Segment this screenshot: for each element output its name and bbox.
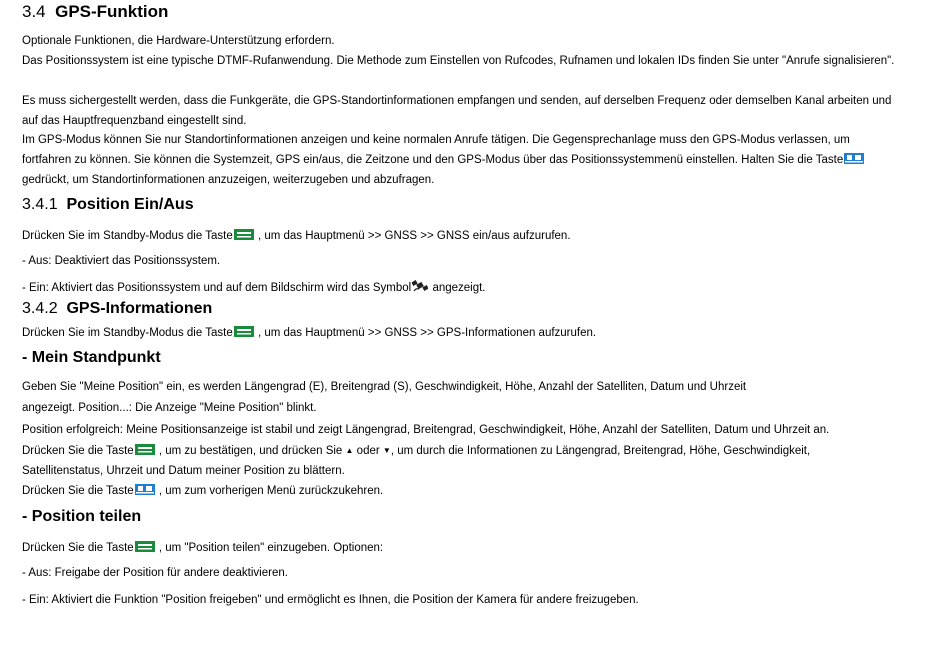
- text: - Ein: Aktiviert das Positionssystem und auf dem Bildschirm wird das Symbol: [22, 282, 412, 294]
- text: gedrückt, um Standortinformationen anzuzeigen, weiterzugeben und abzufragen.: [22, 174, 435, 186]
- text: Drücken Sie die Taste: [22, 542, 134, 554]
- section-title: Position Ein/Aus: [66, 196, 194, 213]
- menu-key-icon: [135, 541, 155, 552]
- section-number: 3.4: [22, 2, 46, 21]
- text: , um das Hauptmenü >> GNSS >> GNSS ein/aus aufzurufen.: [257, 230, 571, 242]
- heading-gps-funktion: [22, 2, 168, 22]
- menu-key-icon: [135, 444, 155, 455]
- text: , um zum vorherigen Menü zurückzukehren.: [158, 485, 384, 497]
- line-standby-gps-info: [22, 323, 596, 343]
- standpunkt-line-4: [22, 441, 810, 461]
- standpunkt-line-5: Satellitenstatus, Uhrzeit und Datum meiner Position zu blättern.: [22, 465, 345, 477]
- text: Drücken Sie im Standby-Modus die Taste: [22, 327, 233, 339]
- teilen-option-aus: - Aus: Freigabe der Position für andere deaktivieren.: [22, 567, 288, 579]
- standpunkt-line-1: Geben Sie "Meine Position" ein, es werden Längengrad (E), Breitengrad (S), Geschwindigkeit, Höhe, Anzahl der Satelliten, Datum und Uhrzeit: [22, 381, 747, 393]
- paragraph-optional: Optionale Funktionen, die Hardware-Unterstützung erfordern.: [22, 35, 335, 47]
- teilen-option-ein: - Ein: Aktiviert die Funktion "Position freigeben" und ermöglicht es Ihnen, die Position der Kamera für andere freizugeben.: [22, 594, 639, 606]
- section-number: 3.4.2: [22, 300, 58, 317]
- teilen-line-1: [22, 538, 383, 558]
- text: , um "Position teilen" einzugeben. Optionen:: [158, 542, 384, 554]
- text: , um zu bestätigen, und drücken Sie: [158, 445, 343, 457]
- text: Drücken Sie die Taste: [22, 485, 134, 497]
- heading-position-ein-aus: [22, 196, 194, 214]
- down-arrow-icon: ▼: [382, 446, 391, 455]
- exit-key-icon: [135, 484, 155, 495]
- exit-key-icon: [844, 153, 864, 164]
- menu-key-icon: [234, 229, 254, 240]
- heading-position-teilen: - Position teilen: [22, 508, 142, 525]
- section-number: 3.4.1: [22, 196, 58, 213]
- text: Im GPS-Modus können Sie nur Standortinformationen anzeigen und keine normalen Anrufe tätigen. Die Gegensprechanlage muss den GPS-Modus verlassen, um fortfahren zu können. Sie können die Systemzeit, GPS ein/aus, die Zeitzone und den GPS-Modus über das Positionssystemmenü einstellen. Halten Sie die Taste: [22, 134, 850, 166]
- paragraph-frequency: Es muss sichergestellt werden, dass die Funkgeräte, die GPS-Standortinformationen empfangen und senden, auf derselben Frequenz oder demselben Kanal arbeiten und auf das Hauptfrequenzband eingestellt sind.: [22, 95, 892, 127]
- satellite-icon: [412, 279, 428, 300]
- text: , um durch die Informationen zu Längengrad, Breitengrad, Höhe, Geschwindigkeit,: [390, 445, 811, 457]
- standpunkt-line-2: angezeigt. Position...: Die Anzeige "Meine Position" blinkt.: [22, 402, 317, 414]
- line-standby-gnss: [22, 226, 571, 246]
- text: Drücken Sie im Standby-Modus die Taste: [22, 230, 233, 242]
- section-title: GPS-Funktion: [55, 2, 169, 21]
- heading-gps-informationen: [22, 300, 212, 318]
- heading-mein-standpunkt: - Mein Standpunkt: [22, 349, 161, 366]
- text: angezeigt.: [432, 282, 486, 294]
- up-arrow-icon: ▲: [345, 446, 354, 455]
- standpunkt-line-3: Position erfolgreich: Meine Positionsanzeige ist stabil und zeigt Längengrad, Breitengrad, Geschwindigkeit, Höhe, Anzahl der Satelliten, Datum und Uhrzeit an.: [22, 424, 830, 436]
- text: , um das Hauptmenü >> GNSS >> GPS-Informationen aufzurufen.: [257, 327, 597, 339]
- text: oder: [356, 445, 380, 457]
- menu-key-icon: [234, 326, 254, 337]
- paragraph-gps-mode: [22, 130, 892, 190]
- option-ein: [22, 278, 486, 300]
- text: Drücken Sie die Taste: [22, 445, 134, 457]
- paragraph-dtmf: Das Positionssystem ist eine typische DTMF-Rufanwendung. Die Methode zum Einstellen von Rufcodes, Rufnamen und lokalen IDs finden Sie unter "Anrufe signalisieren".: [22, 55, 895, 67]
- option-aus: - Aus: Deaktiviert das Positionssystem.: [22, 255, 221, 267]
- standpunkt-line-6: [22, 481, 383, 501]
- section-title: GPS-Informationen: [66, 300, 213, 317]
